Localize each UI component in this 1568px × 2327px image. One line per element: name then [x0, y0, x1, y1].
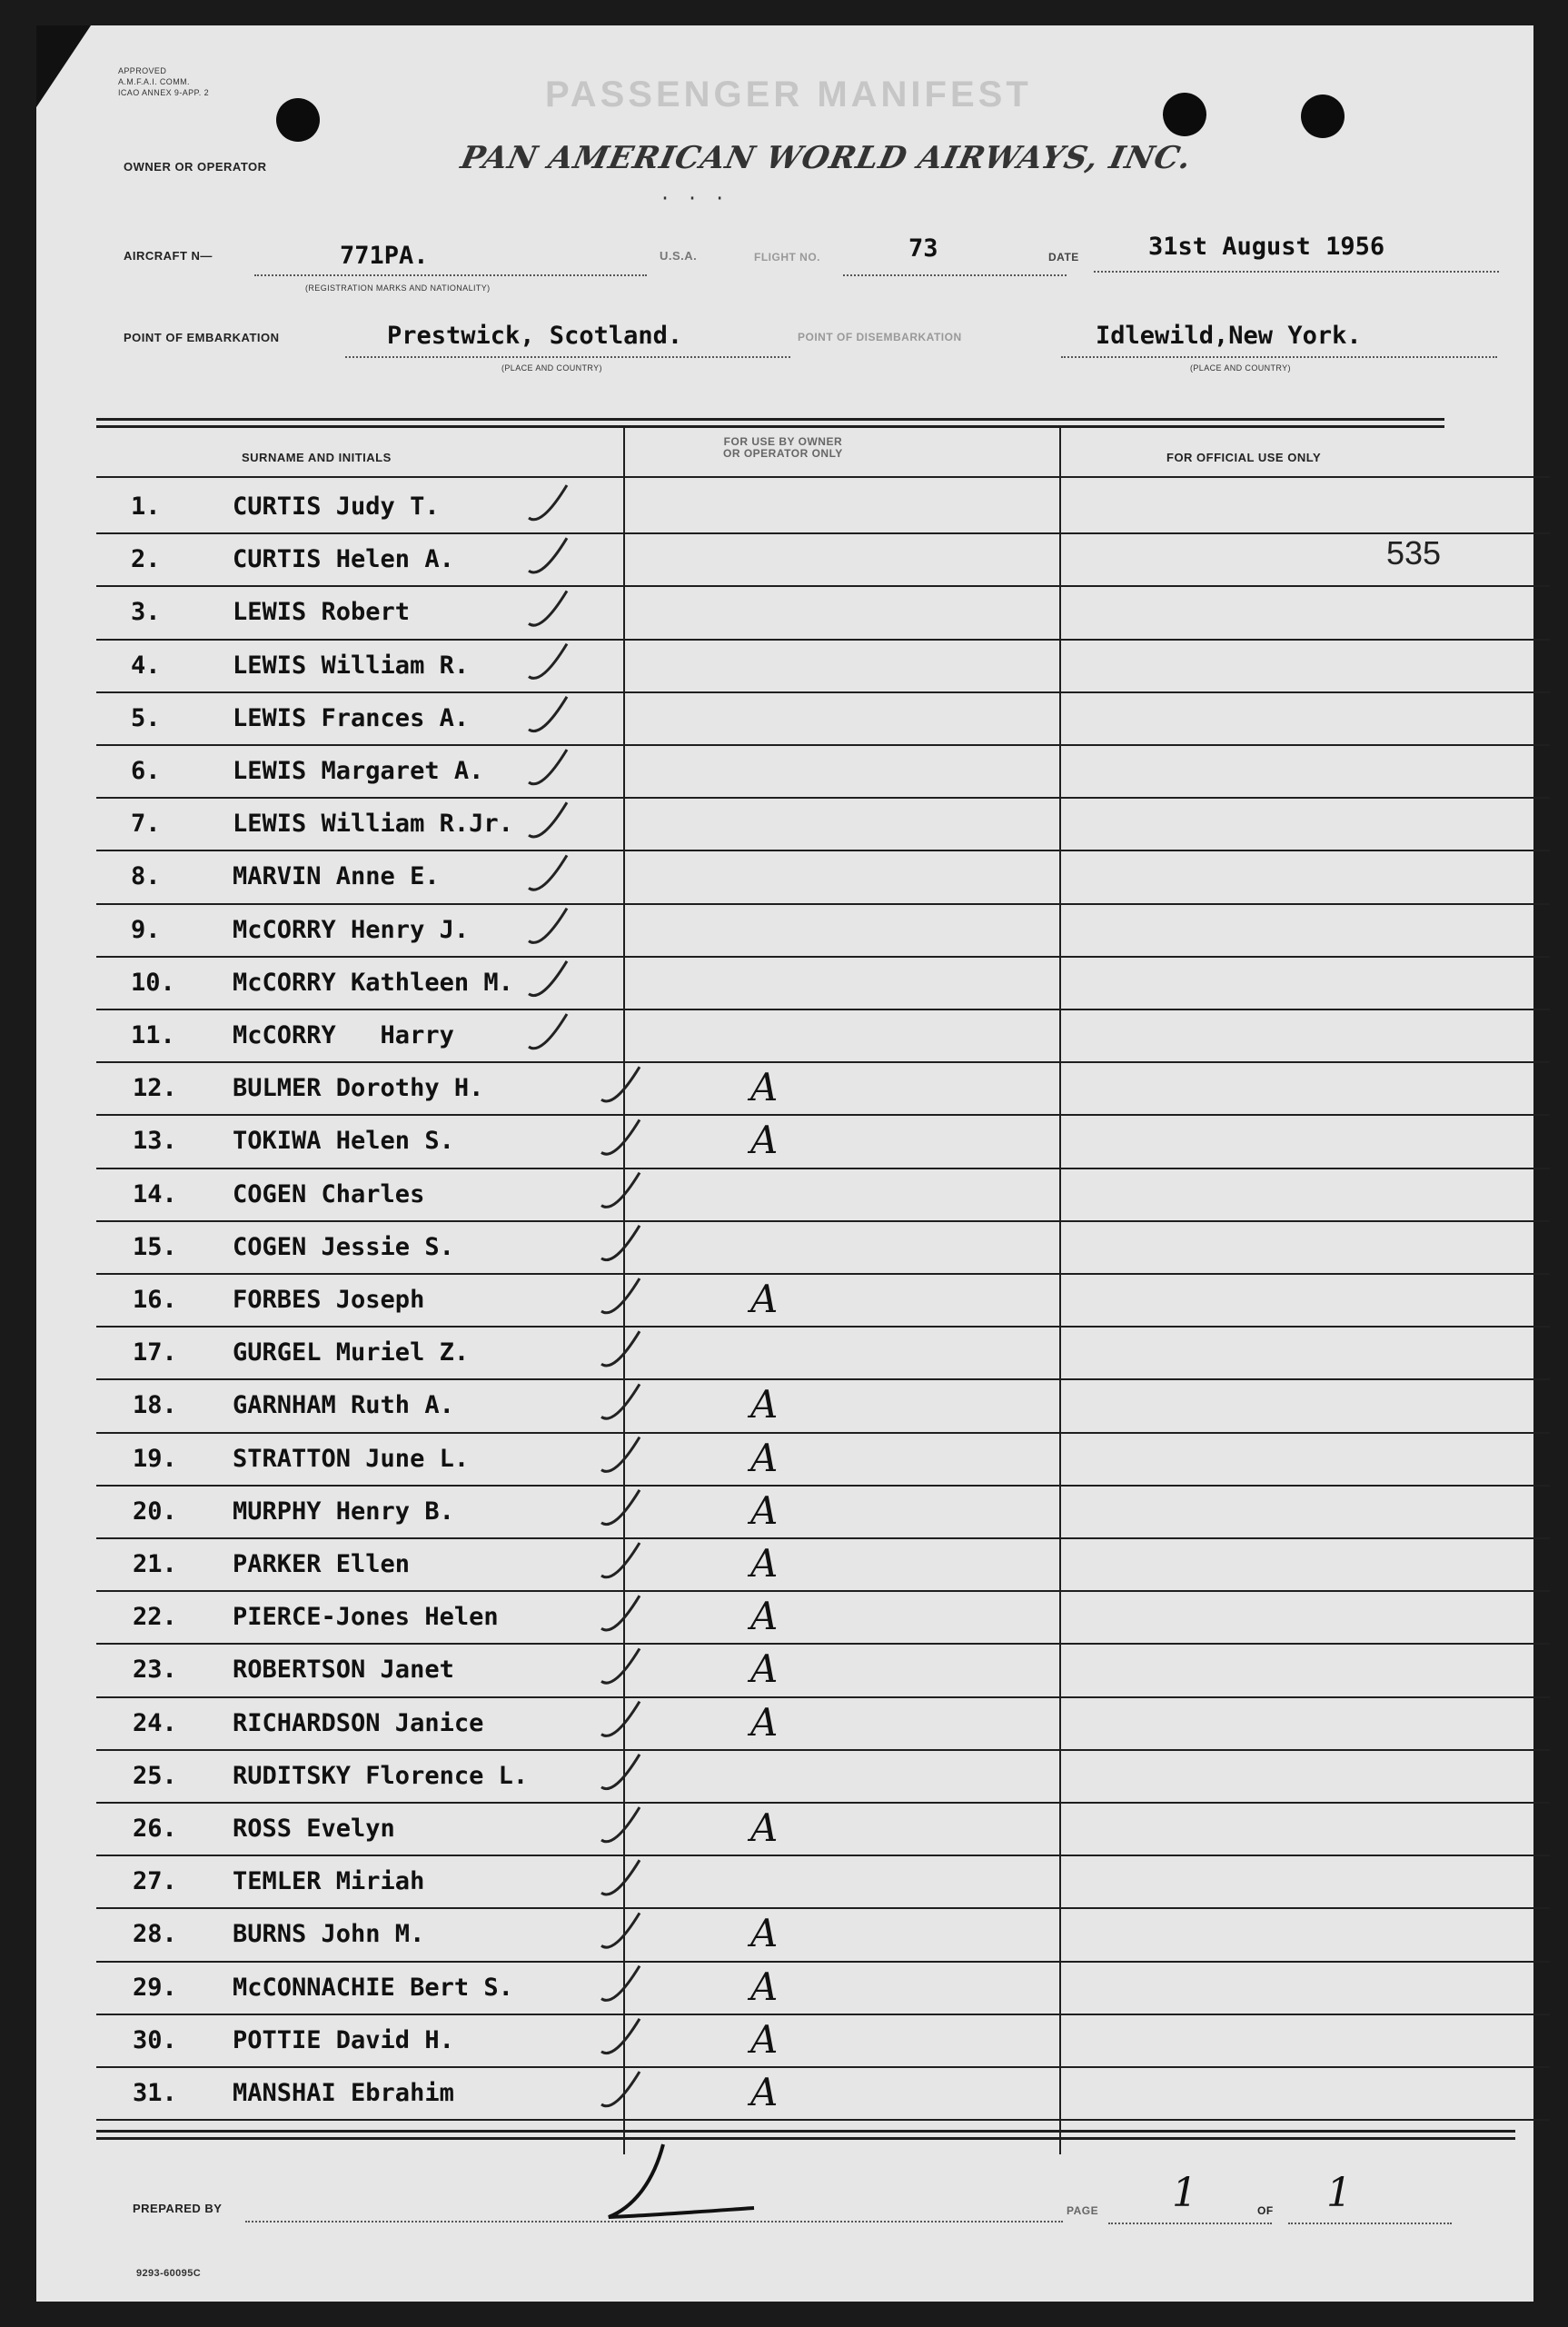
passenger-number: 23. — [133, 1656, 177, 1685]
table-row — [96, 1487, 1550, 1539]
embarkation-caption: (PLACE AND COUNTRY) — [501, 363, 602, 373]
table-row — [96, 905, 1550, 958]
prepared-label: PREPARED BY — [133, 2202, 223, 2215]
handwritten-a-mark: A — [750, 1382, 779, 1427]
table-row — [96, 1116, 1550, 1168]
passenger-number: 7. — [131, 810, 161, 839]
table-row — [96, 1963, 1550, 2015]
passenger-name: MURPHY Henry B. — [233, 1497, 454, 1526]
table-row — [96, 1645, 1550, 1697]
table-top-rule — [96, 425, 1444, 428]
approval-note — [118, 65, 209, 98]
of-label: OF — [1257, 2204, 1274, 2217]
table-bottom-rule — [96, 2137, 1515, 2140]
passenger-number: 14. — [133, 1179, 177, 1208]
page-total: 1 — [1326, 2170, 1352, 2216]
passenger-number: 1. — [131, 492, 161, 521]
passenger-number: 3. — [131, 598, 161, 627]
stamp-number: 535 — [1386, 534, 1442, 572]
flight-label: FLIGHT NO. — [754, 251, 820, 264]
passenger-name: PARKER Ellen — [233, 1550, 411, 1578]
passenger-name: TOKIWA Helen S. — [233, 1127, 454, 1156]
date-label: DATE — [1048, 251, 1079, 264]
passenger-name: CURTIS Helen A. — [233, 545, 454, 574]
table-row — [96, 851, 1550, 904]
handwritten-a-mark: A — [750, 1805, 779, 1850]
dots: ··· — [660, 187, 742, 209]
handwritten-a-mark: A — [750, 1646, 779, 1692]
approval-line: APPROVED — [118, 66, 167, 75]
table-bottom-rule — [96, 2130, 1515, 2133]
table-row — [96, 587, 1550, 640]
passenger-name: MANSHAI Ebrahim — [233, 2079, 454, 2107]
passenger-name: TEMLER Miriah — [233, 1867, 425, 1896]
passenger-number: 13. — [133, 1127, 177, 1156]
passenger-name: GURGEL Muriel Z. — [233, 1338, 470, 1367]
form-number: 9293-60095C — [136, 2268, 202, 2279]
page-label: PAGE — [1067, 2204, 1099, 2217]
usa-label: U.S.A. — [660, 249, 698, 263]
aircraft-caption: (REGISTRATION MARKS AND NATIONALITY) — [305, 283, 491, 293]
table-row — [96, 534, 1550, 587]
passenger-name: ROBERTSON Janet — [233, 1656, 454, 1685]
passenger-number: 24. — [133, 1708, 177, 1737]
aircraft-label: AIRCRAFT N— — [124, 249, 213, 263]
passenger-name: ROSS Evelyn — [233, 1815, 395, 1843]
passenger-number: 12. — [133, 1074, 177, 1103]
table-row — [96, 1909, 1550, 1962]
handwritten-a-mark: A — [750, 1435, 779, 1480]
handwritten-a-mark: A — [750, 1541, 779, 1586]
passenger-number: 2. — [131, 545, 161, 574]
handwritten-a-mark: A — [750, 1699, 779, 1745]
passenger-name: RUDITSKY Florence L. — [233, 1761, 529, 1790]
passenger-name: McCORRY Henry J. — [233, 915, 470, 944]
passenger-name: CURTIS Judy T. — [233, 492, 440, 521]
handwritten-a-mark: A — [750, 1118, 779, 1163]
disembarkation-value: Idlewild,New York. — [1096, 322, 1362, 350]
table-row — [96, 1592, 1550, 1645]
table-row — [96, 746, 1550, 799]
punch-hole — [1301, 94, 1345, 138]
table-row — [96, 1169, 1550, 1222]
handwritten-a-mark: A — [750, 2070, 779, 2114]
table-row — [96, 958, 1550, 1010]
passenger-name: COGEN Jessie S. — [233, 1232, 454, 1261]
passenger-number: 22. — [133, 1603, 177, 1632]
passenger-name: McCONNACHIE Bert S. — [233, 1973, 513, 2002]
approval-line: A.M.F.A.I. COMM. — [118, 77, 190, 86]
table-row — [96, 799, 1550, 851]
embarkation-value: Prestwick, Scotland. — [387, 322, 683, 350]
table-row — [96, 1804, 1550, 1856]
passenger-name: LEWIS Frances A. — [233, 703, 470, 732]
torn-corner — [36, 25, 91, 107]
embarkation-underline — [345, 356, 790, 358]
passenger-number: 17. — [133, 1338, 177, 1367]
passenger-name: GARNHAM Ruth A. — [233, 1391, 454, 1420]
passenger-number: 27. — [133, 1867, 177, 1896]
airline-logotype: PAN AMERICAN WORLD AIRWAYS, INC. — [457, 140, 1196, 176]
form-title: PASSENGER MANIFEST — [545, 75, 1032, 114]
passenger-number: 29. — [133, 1973, 177, 2002]
disembarkation-caption: (PLACE AND COUNTRY) — [1190, 363, 1291, 373]
embarkation-label: POINT OF EMBARKATION — [124, 331, 280, 344]
table-row — [96, 1222, 1550, 1275]
passenger-number: 10. — [131, 968, 175, 997]
passenger-number: 21. — [133, 1550, 177, 1578]
table-row — [96, 1380, 1550, 1433]
passenger-number: 26. — [133, 1815, 177, 1843]
handwritten-a-mark: A — [750, 1964, 779, 2009]
handwritten-a-mark: A — [750, 1594, 779, 1639]
aircraft-value: 771PA. — [340, 242, 429, 270]
passenger-number: 5. — [131, 703, 161, 732]
passenger-name: McCORRY Kathleen M. — [233, 968, 513, 997]
table-row — [96, 2068, 1550, 2121]
table-row — [96, 482, 1550, 534]
flight-underline — [843, 274, 1067, 276]
handwritten-a-mark: A — [750, 1065, 779, 1110]
handwritten-a-mark: A — [750, 1277, 779, 1321]
punch-hole — [1163, 93, 1206, 136]
table-row — [96, 641, 1550, 693]
punch-hole — [276, 98, 320, 142]
column-header-surname: SURNAME AND INITIALS — [242, 451, 392, 464]
prepared-underline — [245, 2221, 1063, 2223]
date-value: 31st August 1956 — [1148, 233, 1385, 261]
table-row — [96, 1434, 1550, 1487]
handwritten-a-mark: A — [750, 2016, 779, 2062]
table-top-rule — [96, 418, 1444, 421]
passenger-name: COGEN Charles — [233, 1179, 425, 1208]
handwritten-a-mark: A — [750, 1911, 779, 1956]
passenger-name: McCORRY Harry — [233, 1021, 454, 1049]
passenger-number: 25. — [133, 1761, 177, 1790]
passenger-number: 9. — [131, 915, 161, 944]
column-header-owner: FOR USE BY OWNER OR OPERATOR ONLY — [723, 435, 843, 460]
passenger-name: POTTIE David H. — [233, 2025, 454, 2054]
date-underline — [1094, 271, 1499, 273]
passenger-name: STRATTON June L. — [233, 1444, 470, 1473]
page-number: 1 — [1172, 2170, 1197, 2216]
passenger-name: FORBES Joseph — [233, 1286, 425, 1314]
passenger-number: 6. — [131, 757, 161, 785]
aircraft-underline — [254, 274, 647, 276]
passenger-name: LEWIS William R. — [233, 651, 470, 680]
column-header-official: FOR OFFICIAL USE ONLY — [1166, 451, 1322, 464]
table-row — [96, 1539, 1550, 1592]
passenger-name: BULMER Dorothy H. — [233, 1074, 484, 1103]
table-row — [96, 1328, 1550, 1380]
handwritten-a-mark: A — [750, 1487, 779, 1533]
table-row — [96, 1275, 1550, 1328]
passenger-number: 28. — [133, 1920, 177, 1949]
passenger-number: 20. — [133, 1497, 177, 1526]
header-rule — [96, 476, 1550, 478]
approval-line: ICAO ANNEX 9-APP. 2 — [118, 88, 209, 97]
passenger-number: 4. — [131, 651, 161, 680]
passenger-number: 31. — [133, 2079, 177, 2107]
passenger-name: LEWIS Robert — [233, 598, 411, 627]
table-row — [96, 1063, 1550, 1116]
passenger-number: 30. — [133, 2025, 177, 2054]
page-underline — [1108, 2223, 1272, 2224]
passenger-name: LEWIS William R.Jr. — [233, 810, 513, 839]
passenger-number: 19. — [133, 1444, 177, 1473]
disembarkation-underline — [1061, 356, 1497, 358]
passenger-name: PIERCE-Jones Helen — [233, 1603, 499, 1632]
passenger-number: 18. — [133, 1391, 177, 1420]
passenger-name: RICHARDSON Janice — [233, 1708, 484, 1737]
passenger-name: MARVIN Anne E. — [233, 862, 440, 891]
row-rule — [96, 2119, 1550, 2121]
table-row — [96, 2015, 1550, 2068]
passenger-name: BURNS John M. — [233, 1920, 425, 1949]
passenger-number: 11. — [131, 1021, 175, 1049]
flight-value: 73 — [908, 234, 938, 263]
table-row — [96, 693, 1550, 746]
passenger-number: 16. — [133, 1286, 177, 1314]
table-row — [96, 1856, 1550, 1909]
passenger-name: LEWIS Margaret A. — [233, 757, 484, 785]
owner-label: OWNER OR OPERATOR — [124, 160, 267, 174]
passenger-number: 8. — [131, 862, 161, 891]
of-underline — [1288, 2223, 1452, 2224]
disembarkation-label: POINT OF DISEMBARKATION — [798, 331, 962, 343]
table-row — [96, 1698, 1550, 1751]
passenger-number: 15. — [133, 1232, 177, 1261]
table-row — [96, 1751, 1550, 1804]
manifest-sheet — [36, 25, 1533, 2302]
table-row — [96, 1010, 1550, 1063]
